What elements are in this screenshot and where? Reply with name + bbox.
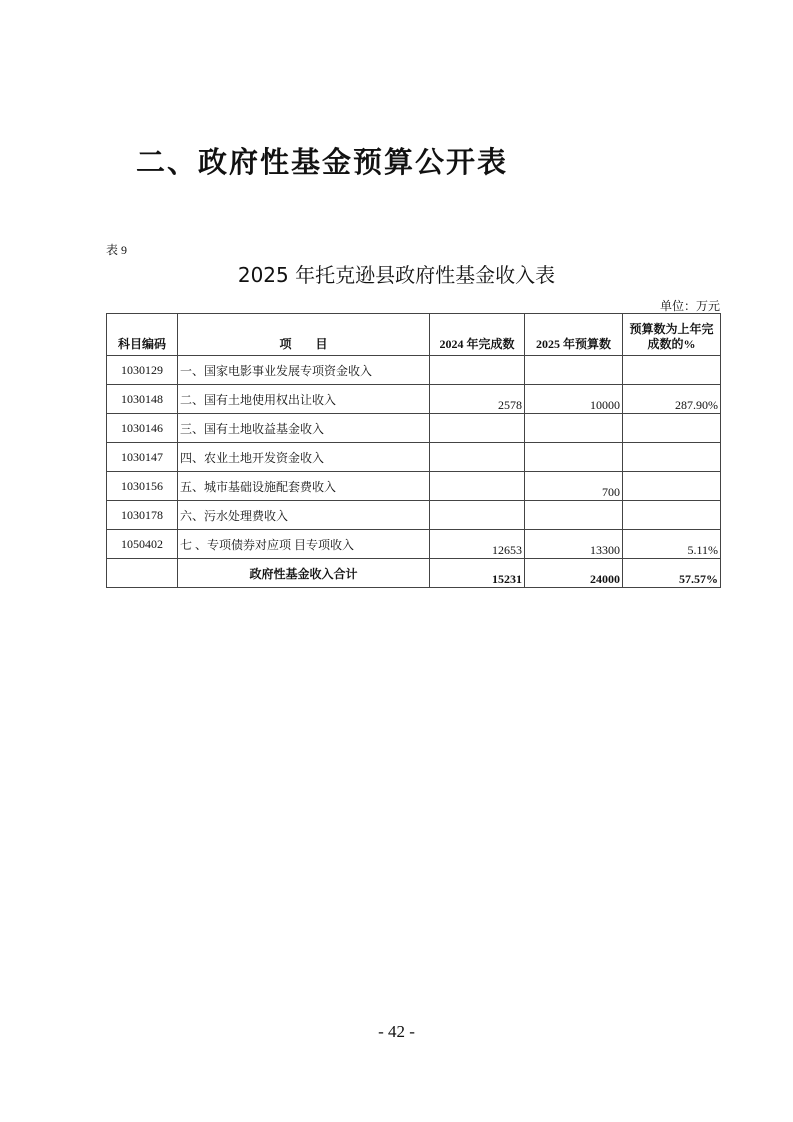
row-name: 四、农业土地开发资金收入 [178, 443, 430, 472]
row-name: 一、国家电影事业发展专项资金收入 [178, 356, 430, 385]
table-number: 表 9 [106, 243, 128, 257]
row-code: 1030156 [107, 472, 178, 501]
row-budget-2025 [525, 501, 623, 530]
row-ratio [623, 443, 721, 472]
table-row [107, 443, 721, 472]
row-ratio [623, 356, 721, 385]
total-actual-2024: 15231 [430, 559, 525, 588]
table-row [107, 356, 721, 385]
row-budget-2025 [525, 414, 623, 443]
row-actual-2024: 2578 [430, 385, 525, 414]
header-ratio: 预算数为上年完成数的% [623, 314, 721, 356]
section-heading: 二、政府性基金预算公开表 [136, 145, 509, 179]
row-budget-2025: 13300 [525, 530, 623, 559]
table-header-row [107, 314, 721, 356]
table-row [107, 472, 721, 501]
row-code: 1030129 [107, 356, 178, 385]
table-row [107, 501, 721, 530]
row-code: 1030148 [107, 385, 178, 414]
row-actual-2024: 12653 [430, 530, 525, 559]
total-row [107, 559, 721, 588]
row-budget-2025: 700 [525, 472, 623, 501]
row-actual-2024 [430, 356, 525, 385]
row-ratio [623, 472, 721, 501]
row-actual-2024 [430, 472, 525, 501]
row-code: 1030178 [107, 501, 178, 530]
header-actual-2024: 2024 年完成数 [430, 314, 525, 356]
row-actual-2024 [430, 501, 525, 530]
row-budget-2025 [525, 356, 623, 385]
total-name: 政府性基金收入合计 [178, 559, 430, 588]
row-ratio: 287.90% [623, 385, 721, 414]
header-code: 科目编码 [107, 314, 178, 356]
table-row [107, 530, 721, 559]
table-title: 2025 年托克逊县政府性基金收入表 [237, 263, 556, 287]
table-row [107, 385, 721, 414]
row-actual-2024 [430, 414, 525, 443]
header-budget-2025: 2025 年预算数 [525, 314, 623, 356]
header-item: 项 目 [178, 314, 430, 356]
row-ratio [623, 501, 721, 530]
total-budget-2025: 24000 [525, 559, 623, 588]
fund-income-table [106, 313, 721, 588]
row-code: 1030146 [107, 414, 178, 443]
row-name: 七 、专项债券对应项 目专项收入 [178, 530, 430, 559]
total-code [107, 559, 178, 588]
unit-label: 单位：万元 [659, 299, 720, 313]
row-actual-2024 [430, 443, 525, 472]
row-ratio [623, 414, 721, 443]
row-code: 1030147 [107, 443, 178, 472]
row-code: 1050402 [107, 530, 178, 559]
page-number: - 42 - [378, 1022, 415, 1041]
total-ratio: 57.57% [623, 559, 721, 588]
row-name: 二、国有土地使用权出让收入 [178, 385, 430, 414]
row-budget-2025: 10000 [525, 385, 623, 414]
row-name: 六、污水处理费收入 [178, 501, 430, 530]
table-row [107, 414, 721, 443]
row-ratio: 5.11% [623, 530, 721, 559]
row-name: 五、城市基础设施配套费收入 [178, 472, 430, 501]
row-name: 三、国有土地收益基金收入 [178, 414, 430, 443]
row-budget-2025 [525, 443, 623, 472]
